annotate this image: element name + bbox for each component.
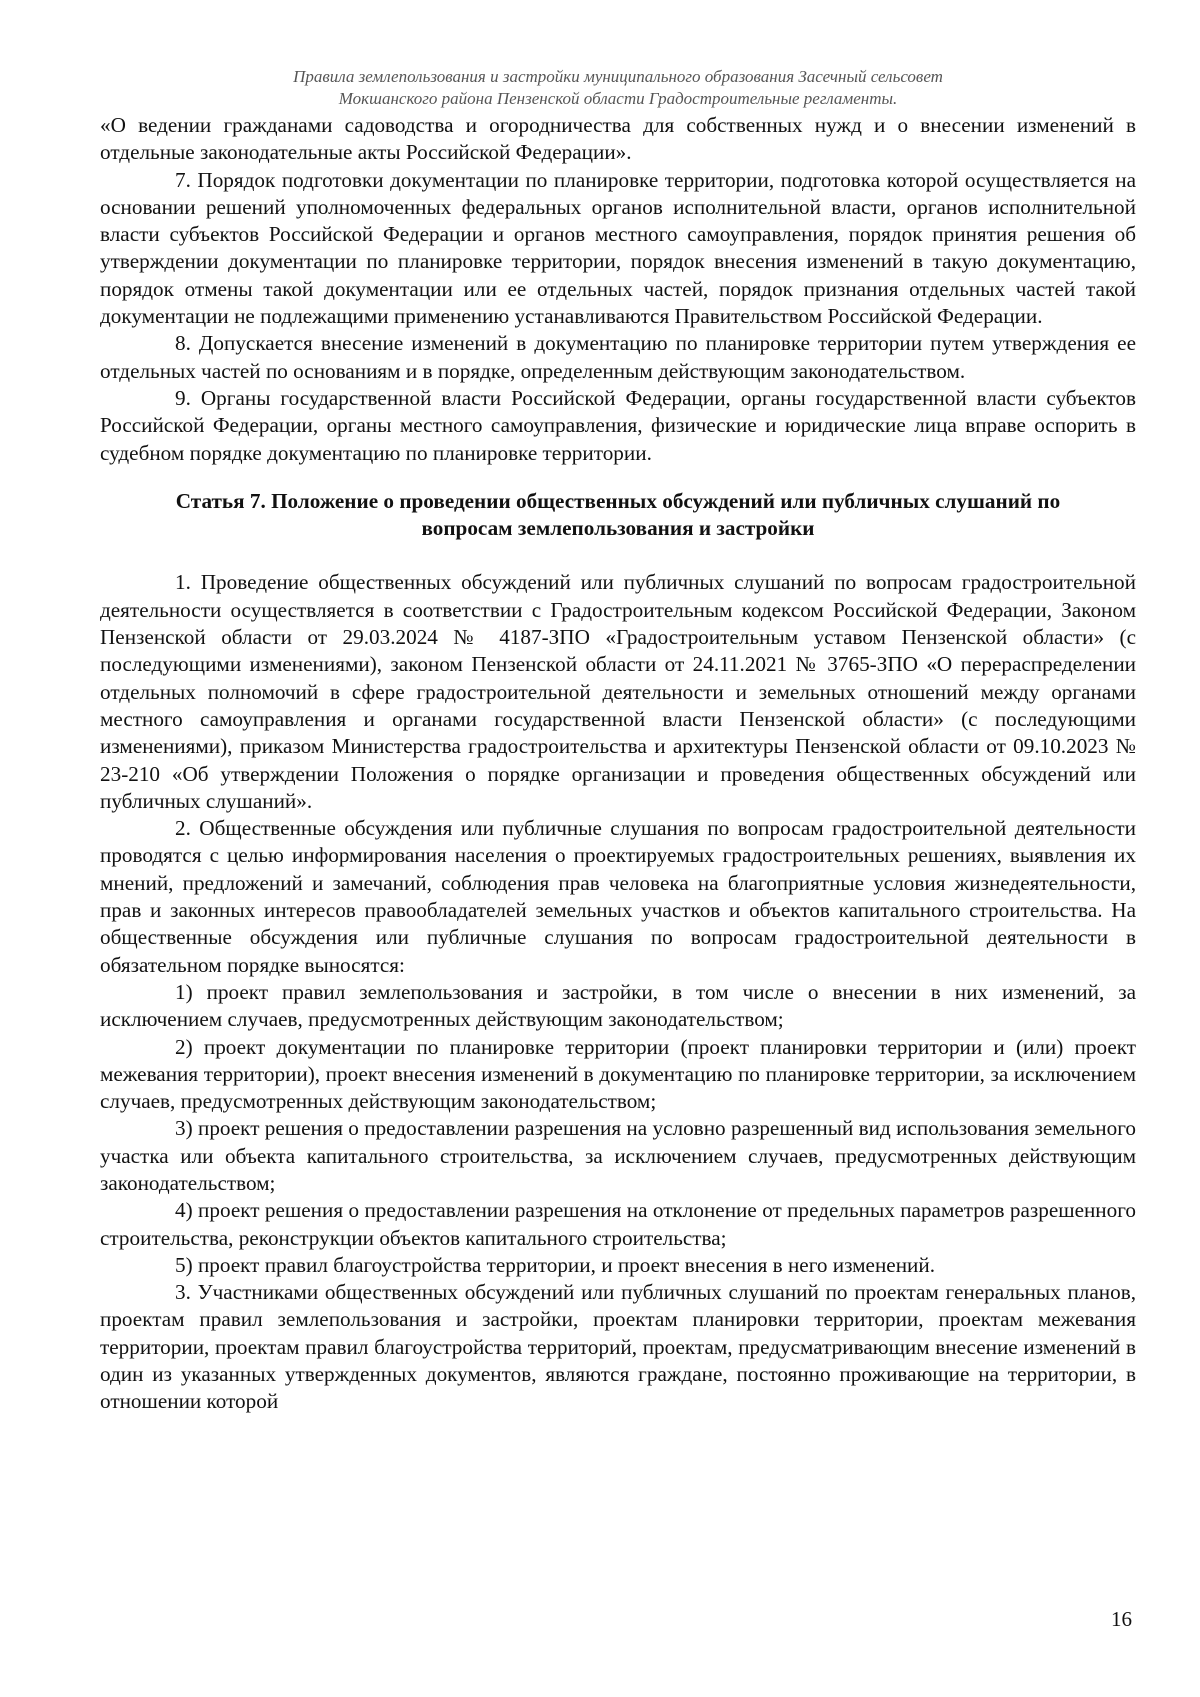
article-heading-line-1: Статья 7. Положение о проведении общественных обсуждений или публичных слушаний по xyxy=(175,488,1061,513)
article-paragraph-3: 3. Участниками общественных обсуждений или публичных слушаний по проектам генеральных планов, проектам правил землепользования и застройки, проектам планировки территории, проектам межевания территории, проектам правил благоустройства территорий, проектам, предусматривающим внесение изменений в один из указанных утвержденных документов, являются граждане, постоянно проживающие на территории, в отношении которой xyxy=(100,1280,1136,1414)
list-item-3: 3) проект решения о предоставлении разрешения на условно разрешенный вид использования земельного участка или объекта капитального строительства, за исключением случаев, предусмотренных действующим законодательством; xyxy=(100,1116,1136,1195)
page-number: 16 xyxy=(1111,1607,1132,1631)
paragraph-item-8: 8. Допускается внесение изменений в документацию по планировке территории путем утверждения ее отдельных частей по основаниям и в порядке, определенным действующим законодательством. xyxy=(100,331,1136,383)
running-header-line-2: Мокшанского района Пензенской области Градостроительные регламенты. xyxy=(338,89,898,108)
list-item-2: 2) проект документации по планировке территории (проект планировки территории и (или) проект межевания территории), проект внесения изменений в документацию по планировке территории, за исключением случаев, предусмотренных действующим законодательством; xyxy=(100,1034,1136,1114)
article-heading xyxy=(100,488,1136,543)
article-heading-line-2: вопросам землепользования и застройки xyxy=(421,516,815,541)
list-item-1: 1) проект правил землепользования и застройки, в том числе о внесении в них изменений, за исключением случаев, предусмотренных действующим законодательством; xyxy=(100,979,1136,1032)
article-paragraph-2: 2. Общественные обсуждения или публичные слушания по вопросам градостроительной деятельности проводятся с целью информирования населения о проектируемых градостроительных решениях, выявления их мнений, предложений и замечаний, соблюдения прав человека на благоприятные условия жизнедеятельности, прав и законных интересов правообладателей земельных участков и объектов капитального строительства. На общественные обсуждения или публичные слушания по вопросам градостроительной деятельности в обязательном порядке выносятся: xyxy=(100,816,1136,977)
list-item-5: 5) проект правил благоустройства территории, и проект внесения в него изменений. xyxy=(175,1252,936,1277)
list-item-4: 4) проект решения о предоставлении разрешения на отклонение от предельных параметров разрешенного строительства, реконструкции объектов капитального строительства; xyxy=(100,1198,1136,1250)
paragraph-item-7: 7. Порядок подготовки документации по планировке территории, подготовка которой осуществляется на основании решений уполномоченных федеральных органов исполнительной власти, органов исполнительной власти субъектов Российской Федерации и органов местного самоуправления, порядок принятия решения об утверждении документации по планировке территории, порядок внесения изменений в такую документацию, порядок отмены такой документации или ее отдельных частей, порядок признания отдельных частей такой документации не подлежащими применению устанавливаются Правительством Российской Федерации. xyxy=(100,167,1136,329)
running-header xyxy=(100,66,1136,110)
running-header-line-1: Правила землепользования и застройки муниципального образования Засечный сельсовет xyxy=(293,67,943,86)
paragraph-continuation: «О ведении гражданами садоводства и огородничества для собственных нужд и о внесении изменений в отдельные законодательные акты Российской Федерации». xyxy=(100,113,1136,165)
paragraph-item-9: 9. Органы государственной власти Российской Федерации, органы государственной власти субъектов Российской Федерации, органы местного самоуправления, физические и юридические лица вправе оспорить в судебном порядке документацию по планировке территории. xyxy=(100,385,1136,465)
article-paragraph-1: 1. Проведение общественных обсуждений или публичных слушаний по вопросам градостроительной деятельности осуществляется в соответствии с Градостроительным кодексом Российской Федерации, Законом Пензенской области от 29.03.2024 № 4187-ЗПО «Градостроительным уставом Пензенской области» (с последующими изменениями), законом Пензенской области от 24.11.2021 № 3765-ЗПО «О перераспределении отдельных полномочий в сфере градостроительной деятельности и земельных отношений между органами местного самоуправления и органами государственной власти Пензенской области» (с последующими изменениями), приказом Министерства градостроительства и архитектуры Пензенской области от 09.10.2023 № 23-210 «Об утверждении Положения о порядке организации и проведения общественных обсуждений или публичных слушаний». xyxy=(100,570,1136,813)
document-page xyxy=(100,66,1136,1416)
